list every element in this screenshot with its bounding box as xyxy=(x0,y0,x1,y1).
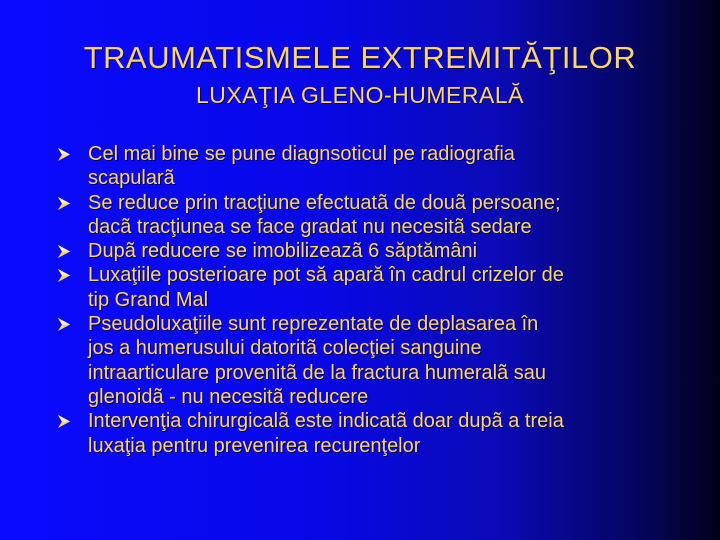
arrowhead-bullet-icon xyxy=(58,318,70,331)
bullet-line: dacã tracţiunea se face gradat nu necesitã sedare xyxy=(88,215,532,238)
bullet-line: Luxaţiile posterioare pot să apară în cadrul crizelor de xyxy=(88,264,564,287)
bullet-item xyxy=(58,191,708,240)
slide-title: TRAUMATISMELE EXTREMITĂŢILOR xyxy=(83,40,637,75)
bullet-item xyxy=(58,263,708,312)
arrowhead-bullet-icon xyxy=(58,245,70,258)
bullet-line: Cel mai bine se pune diagnsoticul pe radiografia xyxy=(88,143,515,165)
bullet-line: Intervenţia chirurgicalã este indicatã doar dupã a treia xyxy=(88,410,564,433)
slide-subtitle: LUXAŢIA GLENO-HUMERALĂ xyxy=(196,82,524,108)
bullet-item xyxy=(58,312,708,409)
arrowhead-bullet-icon xyxy=(58,415,70,428)
bullet-line: luxaţia pentru prevenirea recurenţelor xyxy=(88,434,421,457)
bullet-item xyxy=(58,409,708,458)
bullet-line: tip Grand Mal xyxy=(88,288,209,311)
bullet-line: intraarticulare provenitã de la fractura humeralã sau xyxy=(88,361,547,384)
bullet-line: glenoidã - nu necesitã reducere xyxy=(88,385,369,408)
bullet-line: jos a humerusului datoritã colecţiei sanguine xyxy=(88,337,482,360)
bullet-line: Dupã reducere se imobilizeazã 6 săptămâni xyxy=(88,240,478,263)
bullet-line: scapularã xyxy=(88,167,175,190)
bullet-list xyxy=(58,142,708,458)
arrowhead-bullet-icon xyxy=(58,148,70,161)
bullet-line: Pseudoluxaţiile sunt reprezentate de deplasarea în xyxy=(88,313,539,336)
arrowhead-bullet-icon xyxy=(58,197,70,210)
bullet-item xyxy=(58,142,708,191)
bullet-item xyxy=(58,239,708,263)
bullet-line: Se reduce prin tracţiune efectuatã de douã persoane; xyxy=(88,191,561,214)
arrowhead-bullet-icon xyxy=(58,269,70,282)
